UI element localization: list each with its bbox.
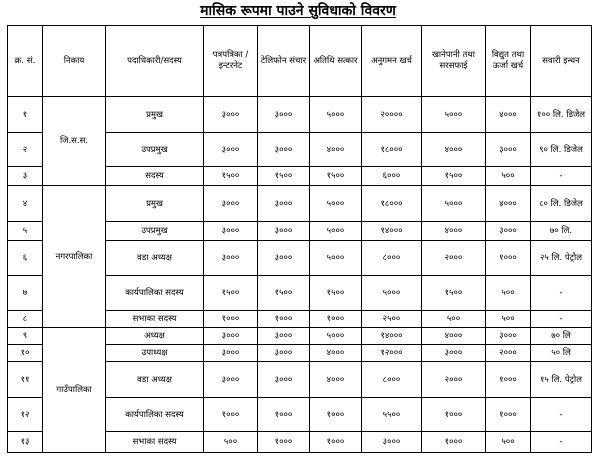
cell-serial: ५ bbox=[8, 222, 43, 241]
cell-newspaper: ३००० bbox=[204, 241, 258, 276]
cell-fuel: १५ लि. पेट्रोल bbox=[531, 362, 592, 398]
cell-serial: १० bbox=[8, 345, 43, 362]
cell-water: ४००० bbox=[422, 222, 486, 241]
cell-telephone: ३००० bbox=[258, 345, 310, 362]
cell-position: प्रमुख bbox=[106, 97, 204, 133]
cell-electricity: ५०० bbox=[486, 167, 531, 186]
table-row bbox=[8, 328, 592, 345]
cell-hospitality: ५००० bbox=[310, 328, 362, 345]
cell-telephone: १००० bbox=[258, 311, 310, 328]
group-name-cell: जि.स.स. bbox=[43, 97, 106, 186]
cell-fuel: १०० लि. डिजेल bbox=[531, 97, 592, 133]
header-electricity: विद्युत तथा ऊर्जा खर्च bbox=[486, 26, 531, 97]
cell-fuel: ७० लि. bbox=[531, 222, 592, 241]
header-hospitality: अतिथि सत्कार bbox=[310, 26, 362, 97]
cell-monitoring: ८००० bbox=[362, 241, 422, 276]
cell-telephone: ३००० bbox=[258, 97, 310, 133]
header-row bbox=[8, 26, 592, 97]
cell-monitoring: १४००० bbox=[362, 222, 422, 241]
cell-monitoring: १८००० bbox=[362, 133, 422, 167]
cell-serial: १३ bbox=[8, 432, 43, 453]
benefits-table bbox=[7, 25, 592, 453]
header-newspaper-internet: पत्रपत्रिका /इन्टरनेट bbox=[204, 26, 258, 97]
cell-hospitality: १५०० bbox=[310, 276, 362, 311]
cell-water: १५०० bbox=[422, 276, 486, 311]
cell-position: वडा अध्यक्ष bbox=[106, 362, 204, 398]
cell-electricity: ४००० bbox=[486, 97, 531, 133]
cell-serial: ८ bbox=[8, 311, 43, 328]
cell-electricity: ४००० bbox=[486, 186, 531, 222]
cell-hospitality: ५००० bbox=[310, 241, 362, 276]
cell-fuel: ५० लि bbox=[531, 345, 592, 362]
cell-telephone: ३००० bbox=[258, 328, 310, 345]
cell-hospitality: ४००० bbox=[310, 362, 362, 398]
cell-newspaper: १५०० bbox=[204, 167, 258, 186]
cell-monitoring: ३००० bbox=[362, 432, 422, 453]
cell-electricity: ३००० bbox=[486, 222, 531, 241]
cell-fuel: - bbox=[531, 276, 592, 311]
cell-position: उपप्रमुख bbox=[106, 222, 204, 241]
group-name-cell: गाउँपालिका bbox=[43, 328, 106, 453]
cell-fuel: २५ लि. पेट्रोल bbox=[531, 241, 592, 276]
cell-hospitality: १००० bbox=[310, 398, 362, 432]
cell-hospitality: १५०० bbox=[310, 167, 362, 186]
cell-fuel: - bbox=[531, 167, 592, 186]
cell-telephone: १५०० bbox=[258, 167, 310, 186]
cell-position: उपाध्यक्ष bbox=[106, 345, 204, 362]
page-title-text: मासिक रूपमा पाउने सुविधाको विवरण bbox=[200, 3, 396, 19]
cell-telephone: १५०० bbox=[258, 276, 310, 311]
cell-telephone: ३००० bbox=[258, 186, 310, 222]
cell-monitoring: ६००० bbox=[362, 167, 422, 186]
cell-water: ४००० bbox=[422, 133, 486, 167]
cell-newspaper: ५०० bbox=[204, 432, 258, 453]
cell-monitoring: ५५०० bbox=[362, 398, 422, 432]
cell-serial: ९ bbox=[8, 328, 43, 345]
cell-water: ५००० bbox=[422, 186, 486, 222]
cell-monitoring: २०००० bbox=[362, 97, 422, 133]
cell-water: १५०० bbox=[422, 167, 486, 186]
cell-serial: १ bbox=[8, 97, 43, 133]
cell-electricity: ५०० bbox=[486, 276, 531, 311]
cell-newspaper: ३००० bbox=[204, 222, 258, 241]
cell-electricity: ३००० bbox=[486, 133, 531, 167]
cell-position: अध्यक्ष bbox=[106, 328, 204, 345]
cell-monitoring: ८००० bbox=[362, 362, 422, 398]
cell-hospitality: ४००० bbox=[310, 345, 362, 362]
cell-position: सभाका सदस्य bbox=[106, 311, 204, 328]
cell-position: वडा अध्यक्ष bbox=[106, 241, 204, 276]
cell-fuel: ७० लि bbox=[531, 328, 592, 345]
cell-electricity: ५०० bbox=[486, 311, 531, 328]
cell-hospitality: १००० bbox=[310, 311, 362, 328]
cell-serial: २ bbox=[8, 133, 43, 167]
cell-monitoring: १८००० bbox=[362, 186, 422, 222]
cell-telephone: ३००० bbox=[258, 133, 310, 167]
cell-telephone: १००० bbox=[258, 432, 310, 453]
cell-position: प्रमुख bbox=[106, 186, 204, 222]
cell-electricity: १००० bbox=[486, 241, 531, 276]
cell-fuel: ९० लि. डिजेल bbox=[531, 133, 592, 167]
cell-hospitality: ५००० bbox=[310, 186, 362, 222]
cell-water: २००० bbox=[422, 241, 486, 276]
cell-newspaper: १००० bbox=[204, 311, 258, 328]
cell-serial: ३ bbox=[8, 167, 43, 186]
cell-telephone: ३००० bbox=[258, 241, 310, 276]
cell-telephone: ३००० bbox=[258, 362, 310, 398]
cell-water: १००० bbox=[422, 432, 486, 453]
cell-water: १००० bbox=[422, 398, 486, 432]
cell-hospitality: ४००० bbox=[310, 133, 362, 167]
cell-electricity: २००० bbox=[486, 345, 531, 362]
cell-newspaper: ३००० bbox=[204, 133, 258, 167]
cell-electricity: १००० bbox=[486, 362, 531, 398]
cell-electricity: ५०० bbox=[486, 432, 531, 453]
cell-water: ४००० bbox=[422, 328, 486, 345]
cell-monitoring: २५०० bbox=[362, 311, 422, 328]
cell-fuel: ८० लि. डिजेल bbox=[531, 186, 592, 222]
cell-newspaper: १५०० bbox=[204, 276, 258, 311]
header-position: पदाधिकारी/सदस्य bbox=[106, 26, 204, 97]
cell-position: उपप्रमुख bbox=[106, 133, 204, 167]
cell-monitoring: १२००० bbox=[362, 345, 422, 362]
cell-water: २००० bbox=[422, 362, 486, 398]
header-serial: क्र. सं. bbox=[8, 26, 43, 97]
header-water-sanitation: खानेपानी तथा सरसफाई bbox=[422, 26, 486, 97]
cell-hospitality: १००० bbox=[310, 432, 362, 453]
cell-telephone: १००० bbox=[258, 398, 310, 432]
header-monitoring: अनुगमन खर्च bbox=[362, 26, 422, 97]
cell-water: ५००० bbox=[422, 97, 486, 133]
cell-serial: ११ bbox=[8, 362, 43, 398]
cell-newspaper: ३००० bbox=[204, 345, 258, 362]
cell-hospitality: ५००० bbox=[310, 222, 362, 241]
cell-newspaper: ३००० bbox=[204, 97, 258, 133]
cell-hospitality: ५००० bbox=[310, 97, 362, 133]
page-title bbox=[0, 2, 596, 20]
table-row bbox=[8, 186, 592, 222]
group-name-cell: नगरपालिका bbox=[43, 186, 106, 328]
cell-newspaper: १००० bbox=[204, 398, 258, 432]
cell-position: सभाका सदस्य bbox=[106, 432, 204, 453]
cell-monitoring: ५००० bbox=[362, 276, 422, 311]
cell-newspaper: ३००० bbox=[204, 186, 258, 222]
header-telephone: टेलिफोन संचार bbox=[258, 26, 310, 97]
cell-serial: ४ bbox=[8, 186, 43, 222]
cell-position: कार्यपालिका सदस्य bbox=[106, 398, 204, 432]
cell-newspaper: ३००० bbox=[204, 362, 258, 398]
table-row bbox=[8, 97, 592, 133]
cell-fuel: - bbox=[531, 432, 592, 453]
cell-monitoring: १४००० bbox=[362, 328, 422, 345]
cell-water: ३००० bbox=[422, 345, 486, 362]
cell-fuel: - bbox=[531, 311, 592, 328]
cell-fuel: - bbox=[531, 398, 592, 432]
cell-position: कार्यपालिका सदस्य bbox=[106, 276, 204, 311]
header-vehicle-fuel: सवारी इन्धन bbox=[531, 26, 592, 97]
cell-serial: ६ bbox=[8, 241, 43, 276]
cell-newspaper: ३००० bbox=[204, 328, 258, 345]
cell-electricity: ३००० bbox=[486, 328, 531, 345]
cell-position: सदस्य bbox=[106, 167, 204, 186]
cell-serial: १२ bbox=[8, 398, 43, 432]
cell-serial: ७ bbox=[8, 276, 43, 311]
cell-telephone: ३००० bbox=[258, 222, 310, 241]
cell-electricity: १००० bbox=[486, 398, 531, 432]
cell-water: ५०० bbox=[422, 311, 486, 328]
header-body: निकाय bbox=[43, 26, 106, 97]
